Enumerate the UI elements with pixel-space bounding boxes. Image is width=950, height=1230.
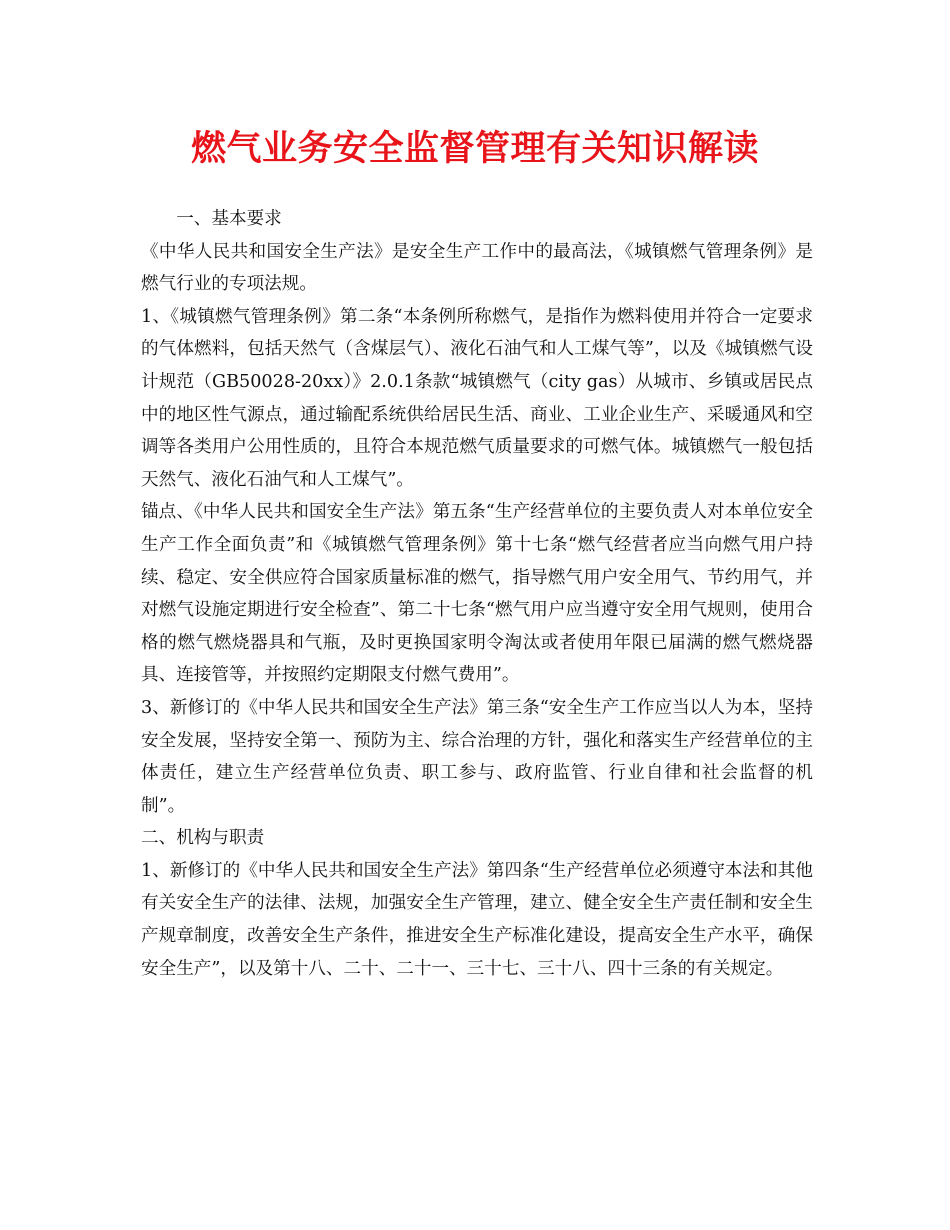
paragraph-item-3: 3、新修订的《中华人民共和国安全生产法》第三条“安全生产工作应当以人为本，坚持安全发展，坚持安全第一、预防为主、综合治理的方针，强化和落实生产经营单位的主体责任，建立生产经营单位负责、职工参与、政府监管、行业自律和社会监督的机制”。 bbox=[141, 697, 813, 816]
paragraph-org-item-1: 1、新修订的《中华人民共和国安全生产法》第四条“生产经营单位必须遵守本法和其他有关安全生产的法律、法规，加强安全生产管理，建立、健全安全生产责任制和安全生产规章制度，改善安全生产条件，推进安全生产标准化建设，提高安全生产水平，确保安全生产”，以及第十八、二十、二十一、三十七、三十八、四十三条的有关规定。 bbox=[141, 860, 813, 979]
section-heading-organization: 二、机构与职责 bbox=[141, 828, 265, 849]
document-body bbox=[141, 203, 813, 985]
document-title: 燃气业务安全监督管理有关知识解读 bbox=[190, 129, 759, 169]
section-heading-basic-requirements: 一、基本要求 bbox=[176, 209, 282, 229]
paragraph-intro: 《中华人民共和国安全生产法》是安全生产工作中的最高法，《城镇燃气管理条例》是燃气行业的专项法规。 bbox=[141, 241, 813, 295]
paragraph-item-anchor: 锚点、《中华人民共和国安全生产法》第五条“生产经营单位的主要负责人对本单位安全生产工作全面负责”和《城镇燃气管理条例》第十七条“燃气经营者应当向燃气用户持续、稳定、安全供应符合国家质量标准的燃气，指导燃气用户安全用气、节约用气，并对燃气设施定期进行安全检查”、第二十七条“燃气用户应当遵守安全用气规则，使用合格的燃气燃烧器具和气瓶，及时更换国家明令淘汰或者使用年限已届满的燃气燃烧器具、连接管等，并按照约定期限支付燃气费用”。 bbox=[141, 502, 813, 686]
paragraph-item-1: 1、《城镇燃气管理条例》第二条“本条例所称燃气，是指作为燃料使用并符合一定要求的气体燃料，包括天然气（含煤层气）、液化石油气和人工煤气等”，以及《城镇燃气设计规范（GB50028-20xx）》2.0.1条款“城镇燃气（city gas）从城市、乡镇或居民点中的地区性气源点，通过输配系统供给居民生活、商业、工业企业生产、采暖通风和空调等各类用户公用性质的，且符合本规范燃气质量要求的可燃气体。城镇燃气一般包括天然气、液化石油气和人工煤气”。 bbox=[141, 306, 813, 490]
